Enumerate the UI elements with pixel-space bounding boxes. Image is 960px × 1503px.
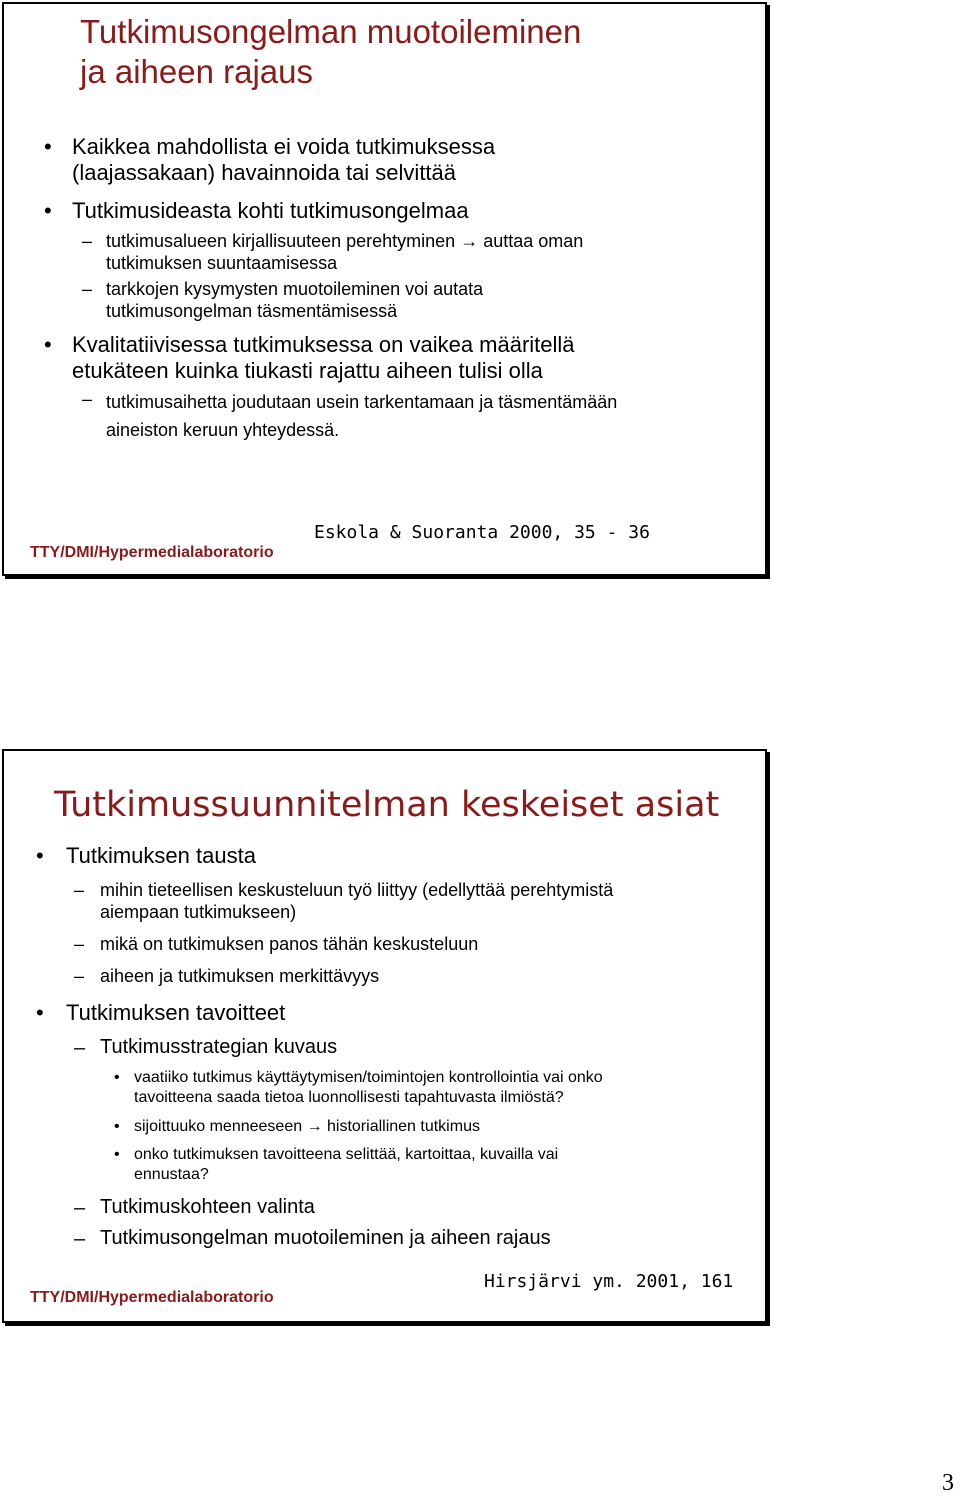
slide-1 [2, 2, 767, 576]
dash-marker: – [74, 1228, 86, 1250]
dash-marker: – [74, 966, 85, 986]
dash-marker: – [74, 1037, 86, 1059]
sub-list-item: tutkimusaihetta joudutaan usein tarkentamaan ja täsmentämään aineiston keruun yhteydessä. [106, 392, 618, 440]
list-item: Tutkimusideasta kohti tutkimusongelmaa [72, 198, 469, 223]
sub-sub-list-item: sijoittuuko menneeseen → historiallinen tutkimus [134, 1118, 480, 1135]
bullet-dot: • [44, 332, 52, 357]
arrow-right-icon: → [460, 231, 479, 251]
sub-list-item: tutkimusalueen kirjallisuuteen perehtyminen → auttaa oman tutkimuksen suuntaamisessa [106, 231, 584, 273]
list-item: Tutkimuksen tausta [66, 843, 256, 868]
reference-citation: Hirsjärvi ym. 2001, 161 [484, 1271, 734, 1292]
bullet-dot: • [36, 1000, 44, 1025]
sub-list-item: mikä on tutkimuksen panos tähän keskusteluun [100, 934, 479, 954]
arrow-right-icon: → [306, 1118, 323, 1135]
bullet-dot: • [114, 1069, 120, 1086]
dash-marker: – [74, 880, 85, 900]
footer-label: TTY/DMI/Hypermedialaboratorio [30, 544, 274, 561]
dash-marker: – [82, 389, 93, 409]
bullet-dot: • [44, 134, 52, 159]
bullet-dot: • [36, 843, 44, 868]
list-item-text: (laajassakaan) havainnoida tai selvittää [72, 160, 457, 185]
reference-citation: Eskola & Suoranta 2000, 35 - 36 [314, 522, 650, 543]
list-item: Tutkimuksen tavoitteet [66, 1000, 286, 1025]
slide-1-title-line-1: Tutkimusongelman muotoileminen [80, 13, 582, 50]
sub-list-item: Tutkimusstrategian kuvaus [100, 1036, 338, 1058]
dash-marker: – [74, 934, 85, 954]
list-item: Kvalitatiivisessa tutkimuksessa on vaikea määritellä etukäteen kuinka tiukasti rajattu aiheen tulisi olla [72, 332, 575, 383]
dash-marker: – [82, 231, 93, 251]
bullet-dot: • [114, 1146, 120, 1163]
page-number: 3 [942, 1470, 954, 1496]
list-item [72, 134, 495, 186]
sub-list-item: Tutkimusongelman muotoileminen ja aiheen rajaus [100, 1227, 551, 1249]
sub-list-item: mihin tieteellisen keskusteluun työ liittyy (edellyttää perehtymistä aiempaan tutkimukseen) [100, 880, 614, 922]
slide-1-title-line-2: ja aiheen rajaus [80, 52, 313, 90]
bullet-dot: • [114, 1118, 120, 1135]
sub-list-item: tarkkojen kysymysten muotoileminen voi autata tutkimusongelman täsmentämisessä [106, 279, 484, 321]
sub-sub-list-item: onko tutkimuksen tavoitteena selittää, kartoittaa, kuvailla vai ennustaa? [134, 1146, 559, 1183]
slide-1-title [80, 12, 740, 91]
bullet-dot: • [44, 198, 52, 223]
sub-list-item: Tutkimuskohteen valinta [100, 1196, 315, 1218]
list-item-text: Kaikkea mahdollista ei voida tutkimuksessa [72, 134, 496, 159]
slide-2-title: Tutkimussuunnitelman keskeiset asiat [54, 785, 720, 825]
footer-label: TTY/DMI/Hypermedialaboratorio [30, 1289, 274, 1306]
dash-marker: – [82, 279, 93, 299]
slide-2 [2, 749, 767, 1323]
dash-marker: – [74, 1197, 86, 1219]
sub-list-item: aiheen ja tutkimuksen merkittävyys [100, 966, 380, 986]
sub-sub-list-item: vaatiiko tutkimus käyttäytymisen/toimintojen kontrollointia vai onko tavoitteena saada tietoa luonnollisesti tapahtuvasta ilmiöstä? [134, 1069, 603, 1106]
